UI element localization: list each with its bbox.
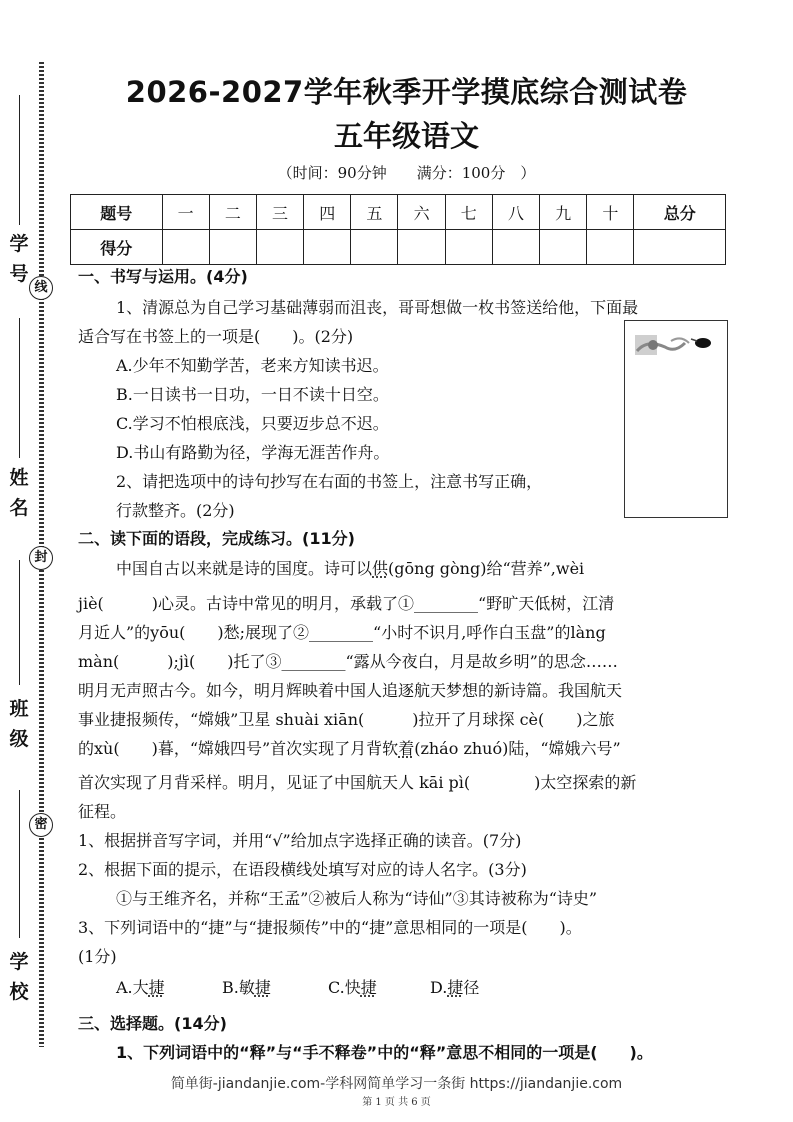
score-input-cell[interactable] — [304, 230, 351, 265]
score-input-cell[interactable] — [351, 230, 398, 265]
section3-heading: 三、选择题。(14分) — [78, 1014, 227, 1033]
s2-para-line2: jiè( )心灵。古诗中常见的明月，承载了①________“野旷天低树，江清 — [78, 594, 615, 613]
score-cell: 六 — [398, 195, 445, 230]
exam-subtitle: 五年级语文 — [333, 119, 479, 153]
s2-para-line5: 明月无声照古今。如今，明月辉映着中国人追逐航天梦想的新诗篇。我国航天 — [78, 681, 623, 700]
s3-question1: 1、下列词语中的“释”与“手不释卷”中的“释”意思不相同的一项是( )。 — [116, 1043, 653, 1062]
s2-question2-hint: ①与王维齐名，并称“王孟”②被后人称为“诗仙”③其诗被称为“诗史” — [116, 889, 598, 908]
option-text: A.大 — [116, 978, 149, 997]
margin-label-ming: 名 — [9, 497, 29, 519]
s1-option-d: D.书山有路勤为径，学海无涯苦作舟。 — [116, 443, 390, 462]
s2-p1-text: 中国自古以来就是诗的国度。诗可以 — [116, 559, 373, 578]
score-row-label: 得分 — [71, 230, 163, 265]
seal-feng: 封 — [29, 546, 53, 570]
score-cell: 五 — [351, 195, 398, 230]
s2-p7-pinyin: (zháo zhuó)陆，“嫦娥六号” — [414, 739, 621, 758]
s2-para-line6: 事业捷报频传，“嫦娥”卫星 shuài xiān( )拉开了月球探 cè( )之旅 — [78, 710, 615, 729]
s1-q2-line2: 行款整齐。(2分) — [116, 501, 235, 520]
option-text: 径 — [463, 978, 480, 997]
dotted-char-zhuo: 着 — [398, 739, 415, 758]
s2-para-line4: màn( );jì( )托了③________“露从今夜白，月是故乡明”的思念…… — [78, 652, 618, 671]
margin-label-hao: 号 — [9, 263, 29, 285]
s1-option-c: C.学习不怕根底浅，只要迈步总不迟。 — [116, 414, 389, 433]
s2-para-line8: 首次实现了月背采样。明月，见证了中国航天人 kāi pì( )太空探索的新 — [78, 773, 637, 792]
score-cell: 四 — [304, 195, 351, 230]
score-input-cell[interactable] — [256, 230, 303, 265]
section2-heading: 二、读下面的语段，完成练习。(11分) — [78, 529, 355, 548]
margin-underline-student-id — [19, 95, 20, 225]
bookmark-writing-box[interactable] — [624, 320, 728, 518]
score-table — [70, 194, 726, 265]
exam-time-info: （时间：90分钟 满分：100分 ） — [277, 164, 536, 182]
s2-para-line3: 月近人”的yōu( )愁;展现了②________“小时不识月,呼作白玉盘”的làng — [78, 623, 606, 642]
s2-para-line7 — [78, 739, 621, 759]
score-input-cell[interactable] — [540, 230, 587, 265]
s2-question3-line1: 3、下列词语中的“捷”与“捷报频传”中的“捷”意思相同的一项是( )。 — [78, 918, 582, 937]
dotted-char-jie: 捷 — [254, 978, 271, 997]
score-input-cell[interactable] — [634, 230, 726, 265]
s2-q3-option-a — [116, 978, 165, 998]
margin-underline-class — [19, 560, 20, 685]
dotted-char-jie: 捷 — [148, 978, 165, 997]
margin-underline-school — [19, 790, 20, 938]
option-text: D. — [430, 978, 448, 997]
score-cell: 题号 — [71, 195, 163, 230]
score-cell: 九 — [540, 195, 587, 230]
margin-label-xing: 姓 — [9, 467, 29, 489]
s2-p1-pinyin: (gōng gòng)给“营养”,wèi — [388, 559, 585, 578]
s2-para-line1 — [116, 559, 584, 579]
s2-q3-option-c — [328, 978, 377, 998]
dotted-char-jie: 捷 — [360, 978, 377, 997]
score-table-score-row — [71, 230, 726, 265]
score-table-header-row — [71, 195, 726, 230]
s2-q3-option-b — [222, 978, 271, 998]
option-text: C.快 — [328, 978, 361, 997]
s2-question1: 1、根据拼音写字词，并用“√”给加点字选择正确的读音。(7分) — [78, 831, 522, 850]
score-input-cell[interactable] — [492, 230, 539, 265]
score-input-cell[interactable] — [445, 230, 492, 265]
score-cell: 三 — [256, 195, 303, 230]
margin-label-ban: 班 — [9, 698, 29, 720]
margin-label-ji: 级 — [9, 728, 29, 750]
score-cell: 十 — [587, 195, 634, 230]
score-input-cell[interactable] — [209, 230, 256, 265]
s1-q1-line2: 适合写在书签上的一项是( )。(2分) — [78, 327, 354, 346]
bookmark-decoration-image — [625, 321, 727, 371]
score-cell: 总分 — [634, 195, 726, 230]
dotted-char-jie: 捷 — [447, 978, 464, 997]
s2-question2: 2、根据下面的提示，在语段横线处填写对应的诗人名字。(3分) — [78, 860, 527, 879]
s2-question3-line2: (1分) — [78, 947, 117, 966]
margin-underline-name — [19, 318, 20, 458]
s1-option-b: B.一日读书一日功，一日不读十日空。 — [116, 385, 389, 404]
score-cell: 八 — [492, 195, 539, 230]
score-cell: 七 — [445, 195, 492, 230]
s2-para-line9: 征程。 — [78, 802, 127, 821]
score-input-cell[interactable] — [398, 230, 445, 265]
margin-label-xiao: 校 — [9, 981, 29, 1003]
footer-watermark: 简单街-jiandanjie.com-学科网简单学习一条街 https://jiandanjie.com — [170, 1076, 623, 1092]
option-text: B.敏 — [222, 978, 255, 997]
score-input-cell[interactable] — [162, 230, 209, 265]
margin-label-xue: 学 — [9, 233, 29, 255]
margin-label-xue2: 学 — [9, 951, 29, 973]
seal-xian: 线 — [29, 276, 53, 300]
s1-q1-line1: 1、清源总为自己学习基础薄弱而沮丧，哥哥想做一枚书签送给他，下面最 — [116, 298, 639, 317]
s2-p7-text: 的xù( )暮，“嫦娥四号”首次实现了月背软 — [78, 739, 399, 758]
s1-option-a: A.少年不知勤学苦，老来方知读书迟。 — [116, 356, 389, 375]
score-cell: 二 — [209, 195, 256, 230]
exam-title: 2026-2027学年秋季开学摸底综合测试卷 — [125, 75, 688, 109]
section1-heading: 一、书写与运用。(4分) — [78, 267, 248, 286]
seal-mi: 密 — [29, 813, 53, 837]
score-input-cell[interactable] — [587, 230, 634, 265]
s2-q3-option-d — [430, 978, 479, 998]
s1-q2-line1: 2、请把选项中的诗句抄写在右面的书签上，注意书写正确， — [116, 472, 543, 491]
score-cell: 一 — [162, 195, 209, 230]
page-number: 第 1 页 共 6 页 — [362, 1097, 431, 1108]
dotted-char-gong: 供 — [372, 559, 389, 578]
